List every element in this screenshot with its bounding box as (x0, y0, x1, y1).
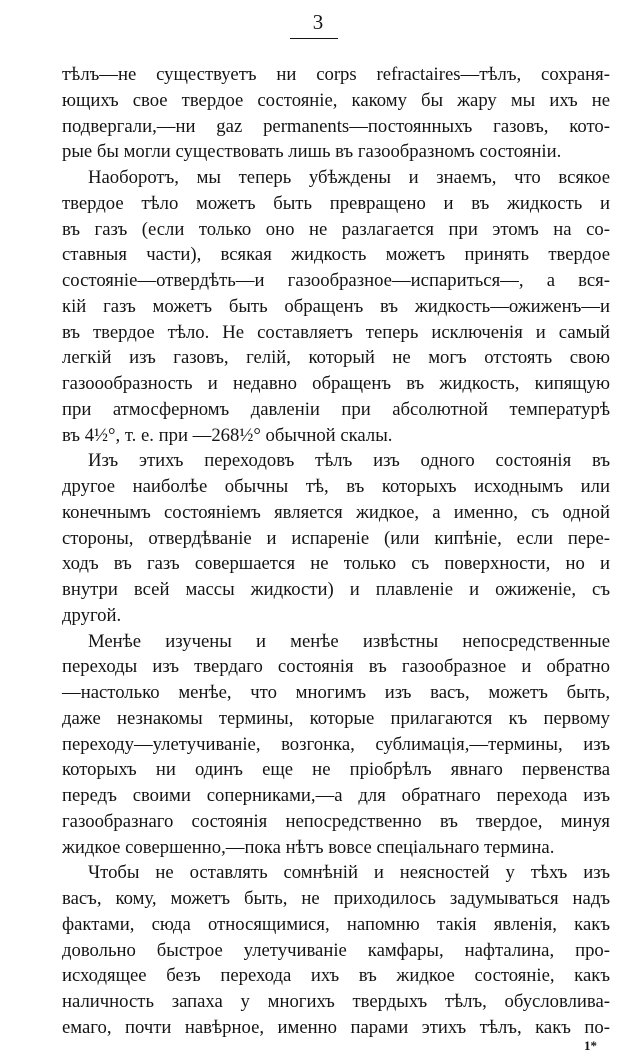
text-line: въ 4½°, т. е. при —268½° обычной скалы. (62, 424, 393, 446)
page-number: 3 (312, 10, 324, 34)
text-line: фактами, сюда относящимися, напомню такія явленія, какъ (62, 913, 610, 935)
text-line: въ газъ (если только оно не разлагается при этомъ на со- (62, 218, 610, 240)
text-line: переходу—улетучиваніе, возгонка, сублимація,—термины, изъ (62, 733, 610, 755)
text-body (62, 62, 610, 1041)
text-line: даже незнакомы термины, которые прилагаются къ первому (62, 707, 610, 729)
text-line: переходы изъ твердаго состоянія въ газообразное и обратно (62, 656, 610, 678)
text-line: емаго, почти навѣрное, именно парами этихъ тѣлъ, какъ по- (62, 1016, 610, 1038)
text-line: ющихъ свое твердое состояніе, какому бы жару мы ихъ не (62, 89, 610, 111)
text-line: ходъ въ газъ совершается не только съ поверхности, но и (62, 553, 610, 575)
text-line: тѣлъ—не существуетъ ни corps refractaires—тѣлъ, сохраня- (62, 64, 610, 85)
text-line: исходящее безъ перехода ихъ въ жидкое состояніе, какъ (62, 965, 610, 987)
text-line: другое наиболѣе обычны тѣ, въ которыхъ исходнымъ или (62, 476, 610, 497)
text-line: васъ, кому, можетъ быть, не приходилось задумываться надъ (62, 888, 610, 909)
paragraph (62, 448, 610, 628)
text-line: ставныя части), всякая жидкость можетъ принять твердое (62, 244, 610, 266)
text-line: внутри всей массы жидкости) и плавленіе и ожиженіе, съ (62, 579, 610, 600)
text-line: наличность запаха у многихъ твердыхъ тѣлъ, обусловлива- (62, 991, 610, 1012)
signature-mark: 1* (584, 1038, 597, 1053)
paragraph (62, 165, 610, 448)
text-line: жидкое совершенно,—пока нѣтъ вовсе спеціальнаго термина. (62, 836, 555, 858)
text-line: Наоборотъ, мы теперь убѣждены и знаемъ, что всякое (88, 167, 610, 188)
text-line: Менѣе изучены и менѣе извѣстны непосредственные (88, 630, 610, 652)
text-line: —настолько менѣе, что многимъ изъ васъ, можетъ быть, (62, 682, 610, 703)
text-line: при атмосферномъ давленіи при абсолютной температурѣ (62, 398, 610, 420)
text-line: довольно быстрое улетучиваніе камфары, нафталина, про- (62, 939, 610, 961)
text-line: конечнымъ состояніемъ является жидкое, а именно, съ одной (62, 501, 610, 523)
text-line: газообразнаго состоянія непосредственно въ твердое, минуя (62, 810, 610, 832)
text-line: стороны, отвердѣваніе и испареніе (или кипѣніе, если пере- (62, 527, 610, 549)
text-line: въ твердое тѣло. Не составляетъ теперь исключенія и самый (62, 321, 610, 343)
text-line: твердое тѣло можетъ быть превращено и въ жидкость и (62, 192, 610, 214)
paragraph (62, 62, 610, 165)
text-line: передъ своими соперниками,—а для обратнаго перехода изъ (62, 785, 610, 806)
page-number-rule (290, 38, 338, 39)
text-line: кій газъ можетъ быть обращенъ въ жидкость—ожиженъ—и (62, 295, 610, 317)
paragraph (62, 860, 610, 1040)
text-line: подвергали,—ни gaz permanents—постоянныхъ газовъ, кото- (62, 115, 610, 137)
text-line: другой. (62, 604, 122, 626)
paragraph (62, 629, 610, 861)
text-line: которыхъ ни одинъ еще не пріобрѣлъ явнаго первенства (62, 759, 610, 781)
text-line: Чтобы не оставлять сомнѣній и неясностей у тѣхъ изъ (88, 862, 610, 884)
text-line: Изъ этихъ переходовъ тѣлъ изъ одного состоянія въ (88, 450, 610, 472)
text-line: состояніе—отвердѣть—и газообразное—испариться—, а вся- (62, 270, 610, 291)
text-line: рые бы могли существовать лишь въ газообразномъ состояніи. (62, 141, 562, 163)
text-line: газоообразность и недавно обращенъ въ жидкость, кипящую (62, 373, 610, 394)
text-line: легкій изъ газовъ, гелій, который не могъ отстоять свою (62, 347, 610, 369)
